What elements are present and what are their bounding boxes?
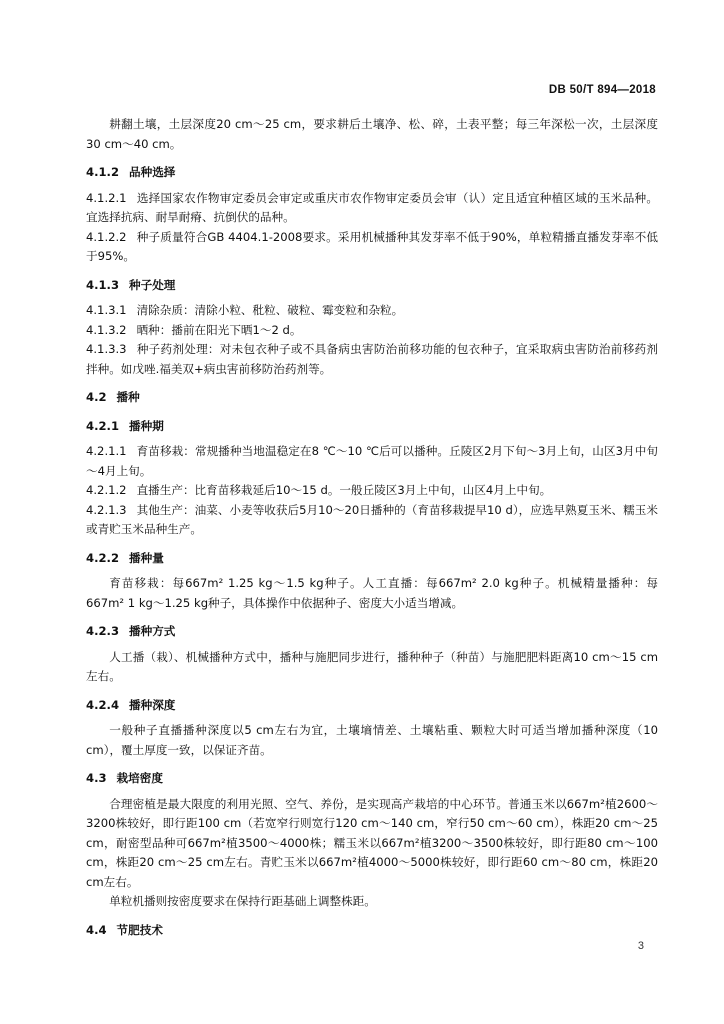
body-paragraph: 耕翻土壤，土层深度20 cm～25 cm，要求耕后土壤净、松、碎，土表平整；每三年深松一次，土层深度30 cm～40 cm。 (86, 117, 658, 151)
standard-number-header: DB 50/T 894—2018 (548, 84, 656, 96)
clause-number: 4.1.3.1 (86, 303, 127, 317)
section-number: 4.3 (86, 771, 107, 785)
section-number: 4.2.2 (86, 550, 120, 565)
clause-text: 种子质量符合GB 4404.1-2008要求。采用机械播种其发芽率不低于90%，单粒精播直播发芽率不低于95%。 (86, 229, 658, 263)
clause-text: 直播生产：比育苗移栽延后10～15 d。一般丘陵区3月上中旬，山区4月上中旬。 (136, 483, 552, 497)
section-heading (86, 549, 658, 569)
document-body (86, 115, 658, 946)
body-paragraph: 育苗移栽：每667m² 1.25 kg～1.5 kg种子。人工直播：每667m² 2.0 kg种子。机械精量播种：每667m² 1 kg～1.25 kg种子，具体操作中依据种子、密度大小适当增减。 (86, 576, 658, 610)
clause-number: 4.1.3.2 (86, 322, 127, 337)
section-heading (86, 163, 658, 183)
section-title: 品种选择 (129, 165, 176, 179)
section-heading (86, 276, 658, 296)
body-paragraph: 合理密植是最大限度的利用光照、空气、养份，是实现高产栽培的中心环节。普通玉米以667m²植2600～3200株较好，即行距100 cm（若宽窄行则宽行120 cm～140 cm，窄行50 cm～60 cm），株距20 cm～25 cm，耐密型品种可667m²植3500～4000株；糯玉米以667m²植3200～3500株较好，即行距80 cm～100 cm，株距20 cm～25 cm左右。青贮玉米以667m²植4000～5000株较好，即行距60 cm～80 cm，株距20 cm左右。 (86, 796, 658, 889)
section-title: 播种期 (129, 418, 164, 433)
clause-text: 清除杂质：清除小粒、秕粒、破粒、霉变粒和杂粒。 (136, 303, 404, 317)
section-number: 4.2.3 (86, 624, 120, 638)
section-title: 种子处理 (129, 277, 176, 292)
clause-number: 4.1.2.2 (86, 229, 127, 244)
page-number: 3 (637, 940, 644, 952)
section-title: 栽培密度 (116, 771, 163, 785)
section-number: 4.1.3 (86, 277, 120, 292)
clause-text: 选择国家农作物审定委员会审定或重庆市农作物审定委员会审（认）定且适宜种植区域的玉米品种。宜选择抗病、耐旱耐瘠、抗倒伏的品种。 (86, 190, 658, 224)
clause-item (86, 228, 658, 267)
clause-text: 育苗移栽：常规播种当地温稳定在8 ℃～10 ℃后可以播种。丘陵区2月下旬～3月上旬，山区3月中旬～4月上旬。 (86, 444, 658, 478)
clause-item (86, 321, 658, 341)
section-title: 播种方式 (129, 624, 176, 638)
section-number: 4.4 (86, 922, 107, 937)
clause-item (86, 340, 658, 379)
section-title: 播种 (116, 390, 140, 404)
section-heading (86, 417, 658, 437)
clause-text: 其他生产：油菜、小麦等收获后5月10～20日播种的（育苗移栽提早10 d），应选早熟夏玉米、糯玉米或青贮玉米品种生产。 (86, 502, 658, 536)
section-number: 4.2 (86, 390, 107, 404)
section-number: 4.2.1 (86, 418, 120, 433)
clause-number: 4.2.1.3 (86, 502, 127, 517)
section-title: 播种量 (129, 550, 164, 565)
clause-number: 4.2.1.2 (86, 483, 127, 497)
clause-number: 4.1.2.1 (86, 190, 127, 205)
clause-item (86, 481, 658, 501)
clause-text: 晒种：播前在阳光下晒1～2 d。 (136, 322, 302, 337)
clause-item (86, 301, 658, 321)
section-heading (86, 696, 658, 716)
clause-text: 种子药剂处理：对未包衣种子或不具备病虫害防治前移功能的包衣种子，宜采取病虫害防治前移药剂拌种。如戊唑.福美双+病虫害前移防治药剂等。 (86, 342, 658, 376)
section-heading (86, 622, 658, 642)
clause-number: 4.1.3.3 (86, 342, 127, 356)
section-heading (86, 769, 658, 789)
clause-item (86, 442, 658, 481)
section-title: 节肥技术 (116, 922, 163, 937)
section-number: 4.1.2 (86, 165, 120, 179)
clause-number: 4.2.1.1 (86, 444, 127, 458)
body-paragraph: 一般种子直播播种深度以5 cm左右为宜，土壤墒情差、土壤粘重、颗粒大时可适当增加播种深度（10 cm），覆土厚度一致，以保证齐苗。 (86, 723, 658, 757)
body-paragraph: 人工播（栽）、机械播种方式中，播种与施肥同步进行，播种种子（种苗）与施肥肥料距离10 cm～15 cm左右。 (86, 649, 658, 683)
body-paragraph: 单粒机播则按密度要求在保持行距基础上调整株距。 (109, 894, 376, 908)
section-heading (86, 388, 658, 408)
clause-item (86, 501, 658, 540)
section-title: 播种深度 (129, 697, 176, 712)
clause-item (86, 189, 658, 228)
section-number: 4.2.4 (86, 697, 120, 712)
section-heading (86, 921, 658, 941)
